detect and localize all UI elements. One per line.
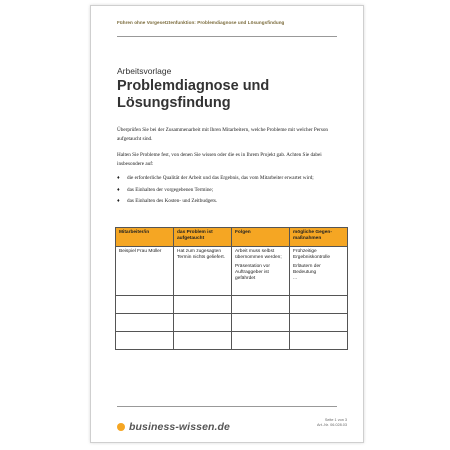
diamond-bullet-icon: ♦ [117,198,120,205]
table-row-empty [116,314,348,332]
column-header-consequences: Folgen [232,228,290,247]
table-row-empty [116,332,348,350]
page-info [317,418,347,428]
document-kicker: Arbeitsvorlage [117,66,172,76]
criteria-list [117,174,337,209]
document-page [90,5,364,443]
intro-paragraph: Überprüfen Sie bei der Zusammenarbeit mit Ihren Mitarbeitern, welche Probleme mit welcher Person aufgetaucht sind. [117,127,329,142]
list-item: ♦ die erforderliche Qualität der Arbeit und das Ergebnis, das vom Mitarbeiter erwartet wird; [117,175,314,181]
table-cell: Arbeit muss selbst übernommen werden; Präsentation vor Auftraggeber ist gefährdet [232,247,290,296]
instruction-paragraph: Halten Sie Probleme fest, von denen Sie wissen oder die es in Ihrem Projekt gab. Achten Sie dabei insbesondere auf: [117,152,322,167]
brand-name: business-wissen.de [129,421,231,433]
column-header-employee: Mitarbeiter/in [116,228,174,247]
table-cell: Beispiel Frau Müller [116,247,174,296]
column-header-countermeasures: mögliche Gegen-maßnahmen [290,228,348,247]
page-number: Seite 1 von 3 [324,418,347,422]
brand-logo [117,421,230,433]
document-title: Problemdiagnose und Lösungsfindung [117,78,270,111]
running-header: Führen ohne Vorgesetztenfunktion: Problemdiagnose und Lösungsfindung [117,20,285,25]
article-number: Art.-Nr. 06.028.03 [317,423,347,427]
diamond-bullet-icon: ♦ [117,175,120,181]
footer-divider [117,406,337,407]
table-header-row [116,228,348,247]
list-item: ♦ das Einhalten der vorgegebenen Termine; [117,186,214,193]
table-row-empty [116,296,348,314]
list-item: ♦ das Einhalten des Kosten- und Zeitbudgets. [117,198,218,205]
problem-table [115,227,348,350]
header-divider [117,36,337,37]
diamond-bullet-icon: ♦ [117,186,120,193]
table-cell: Hat zum zugesagten Termin nichts geliefert. [174,247,232,296]
column-header-problem: das Problem ist aufgetaucht [174,228,232,247]
table-row [116,247,348,296]
brand-dot-icon [117,423,125,431]
table-cell: Frühzeitige Ergebniskontrolle Erläutern der Bedeutung ... [290,247,348,296]
